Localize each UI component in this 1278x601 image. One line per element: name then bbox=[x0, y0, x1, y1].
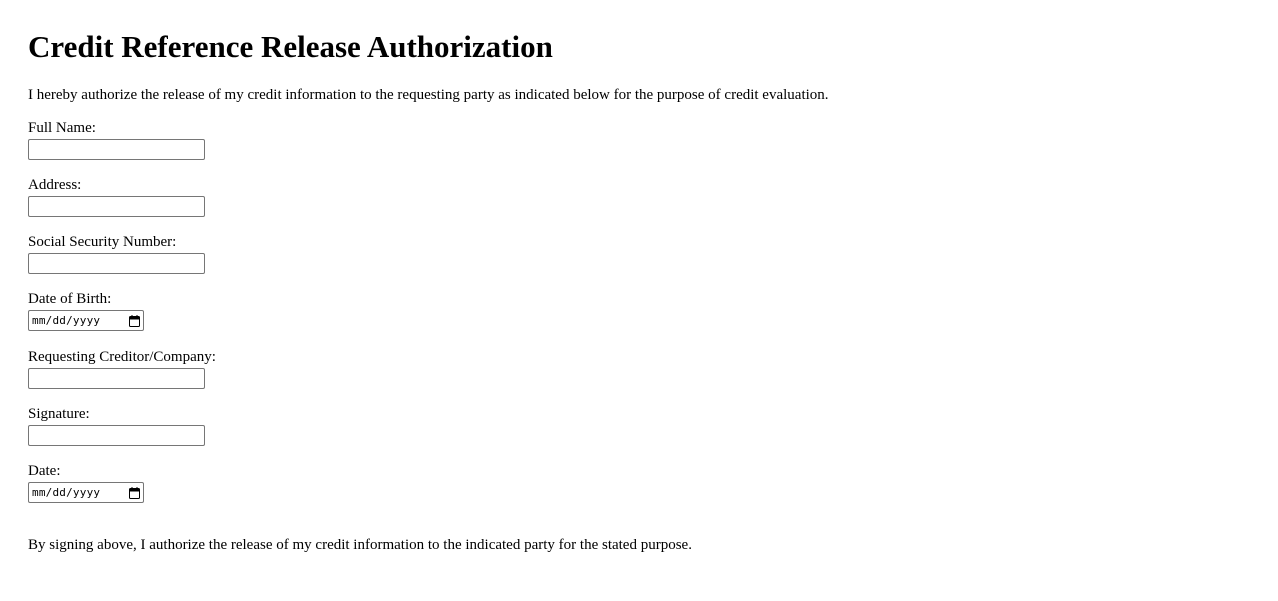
address-field[interactable] bbox=[28, 196, 205, 217]
full-name-field[interactable] bbox=[28, 139, 205, 160]
dob-label: Date of Birth: bbox=[28, 291, 112, 307]
ssn-group bbox=[28, 233, 205, 274]
date-placeholder: mm/dd/yyyy bbox=[32, 486, 101, 499]
intro-text: I hereby authorize the release of my credit information to the requesting party as indicated below for the purpose of credit evaluation. bbox=[28, 87, 829, 103]
ssn-field[interactable] bbox=[28, 253, 205, 274]
signature-field[interactable] bbox=[28, 425, 205, 446]
address-label: Address: bbox=[28, 177, 82, 193]
dob-group bbox=[28, 290, 144, 331]
date-group bbox=[28, 462, 144, 503]
page-title: Credit Reference Release Authorization bbox=[28, 29, 553, 64]
full-name-label: Full Name: bbox=[28, 120, 96, 136]
creditor-field[interactable] bbox=[28, 368, 205, 389]
dob-date-placeholder: mm/dd/yyyy bbox=[32, 314, 101, 327]
signature-label: Signature: bbox=[28, 406, 90, 422]
creditor-group bbox=[28, 348, 216, 389]
signature-group bbox=[28, 405, 205, 446]
full-name-group bbox=[28, 119, 205, 160]
address-group bbox=[28, 176, 205, 217]
date-label: Date: bbox=[28, 463, 61, 479]
calendar-icon[interactable] bbox=[129, 315, 140, 327]
calendar-icon[interactable] bbox=[129, 487, 140, 499]
closing-statement: By signing above, I authorize the release of my credit information to the indicated party for the stated purpose. bbox=[28, 537, 692, 553]
creditor-label: Requesting Creditor/Company: bbox=[28, 349, 216, 365]
dob-date-field[interactable] bbox=[28, 310, 144, 331]
date-field[interactable] bbox=[28, 482, 144, 503]
ssn-label: Social Security Number: bbox=[28, 234, 177, 250]
